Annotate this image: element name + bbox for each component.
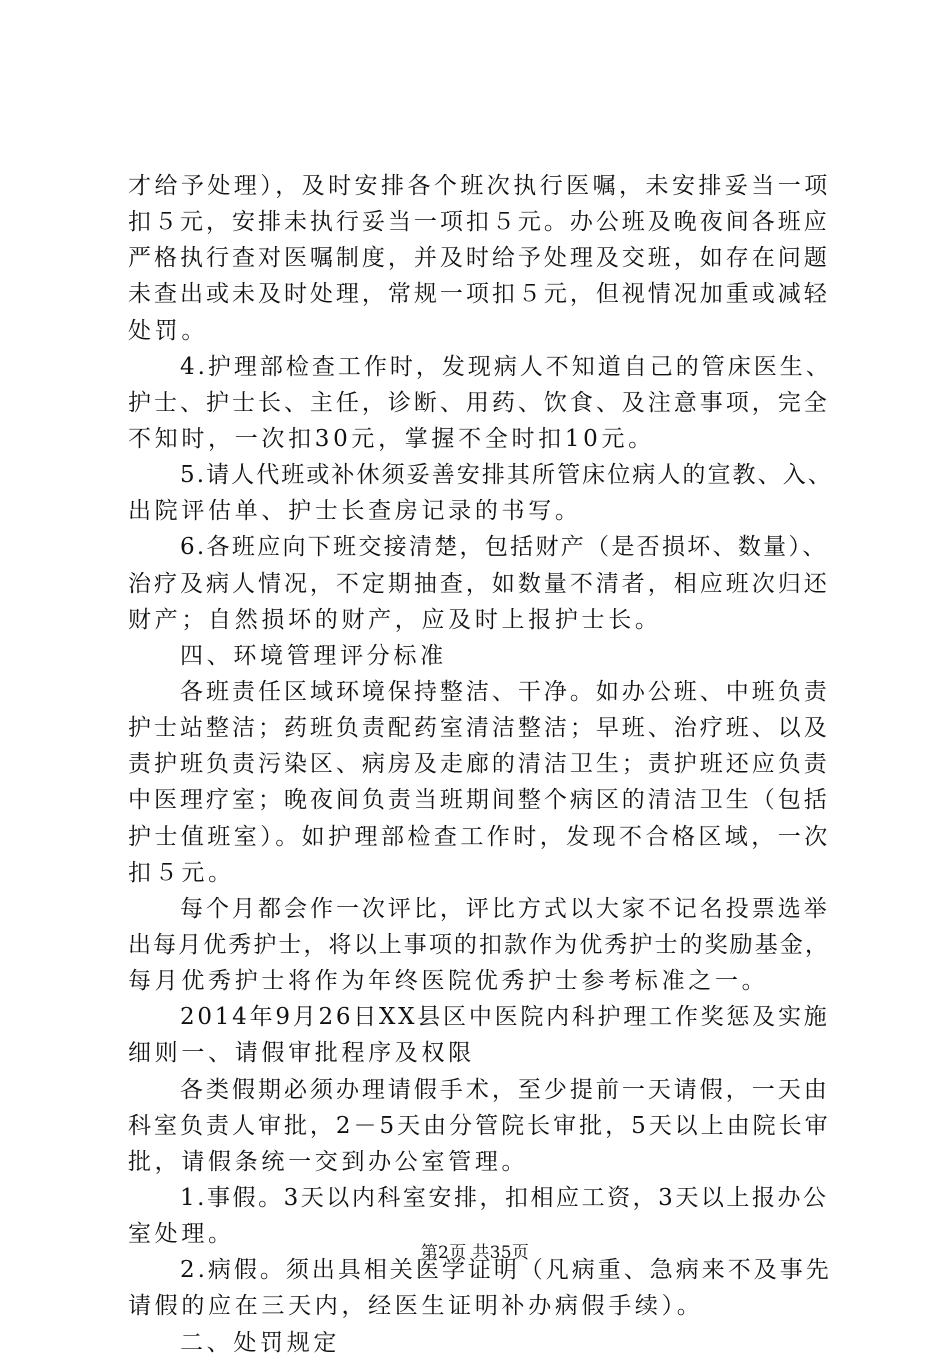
text-line: 二、处罚规定 [180,1329,341,1356]
text-line: 治疗及病人情况，不定期抽查，如数量不清者，相应班次归还 [128,570,830,597]
text-line: 护士、护士长、主任，诊断、用药、饮食、及注意事项，完全 [128,389,830,416]
text-line: 护士站整洁；药班负责配药室清洁整洁；早班、治疗班、以及 [128,715,830,742]
text-line: 护士值班室）。如护理部检查工作时，发现不合格区域，一次 [128,823,831,850]
text-line: 6.各班应向下班交接清楚，包括财产（是否损坏、数量）、 [180,534,828,561]
text-line: 2.病假。须出具相关医学证明（凡病重、急病来不及事先 [180,1257,832,1284]
text-line: 中医理疗室；晚夜间负责当班期间整个病区的清洁卫生（包括 [128,787,830,814]
text-line: 各类假期必须办理请假手术，至少提前一天请假，一天由 [180,1076,830,1103]
text-line: 财产；自然损坏的财产，应及时上报护士长。 [128,606,662,633]
text-line: 出院评估单、护士长查房记录的书写。 [128,498,582,525]
text-line: 室处理。 [128,1221,235,1248]
text-line: 请假的应在三天内，经医生证明补办病假手续）。 [128,1293,704,1320]
text-line: 各班责任区域环境保持整洁、干净。如办公班、中班负责 [180,678,830,705]
text-line: 严格执行查对医嘱制度，并及时给予处理及交班，如存在问题 [128,245,830,272]
text-line: 每月优秀护士将作为年终医院优秀护士参考标准之一。 [128,968,769,995]
text-line: 每个月都会作一次评比，评比方式以大家不记名投票选举 [180,895,830,922]
text-line: 四、环境管理评分标准 [180,642,447,669]
text-line: 扣５元。 [128,859,235,886]
text-line: 出每月优秀护士，将以上事项的扣款作为优秀护士的奖励基金， [128,931,830,958]
document-body [128,168,833,1361]
text-line: 不知时，一次扣30元，掌握不全时扣10元。 [128,425,655,452]
text-line: 1.事假。3天以内科室安排，扣相应工资，3天以上报办公 [180,1184,829,1211]
text-line: 5.请人代班或补休须妥善安排其所管床位病人的宣教、入、 [180,462,833,489]
text-line: 细则一、请假审批程序及权限 [128,1040,475,1067]
text-line: 才给予处理），及时安排各个班次执行医嘱，未安排妥当一项 [128,173,831,199]
text-line: 2014年9月26日XX县区中医院内科护理工作奖惩及实施 [180,1004,830,1031]
text-line: 批，请假条统一交到办公室管理。 [128,1148,529,1175]
text-line: 科室负责人审批，2－5天由分管院长审批，5天以上由院长审 [128,1112,831,1139]
text-line: 未查出或未及时处理，常规一项扣５元，但视情况加重或减轻 [128,281,830,308]
text-line: 责护班负责污染区、病房及走廊的清洁卫生；责护班还应负责 [128,751,830,778]
text-line: 处罚。 [128,317,209,344]
text-line: 4.护理部检查工作时，发现病人不知道自己的管床医生、 [180,353,832,380]
page-footer: 第2页 共35页 [420,1243,530,1263]
text-line: 扣５元，安排未执行妥当一项扣５元。办公班及晚夜间各班应 [128,209,830,236]
